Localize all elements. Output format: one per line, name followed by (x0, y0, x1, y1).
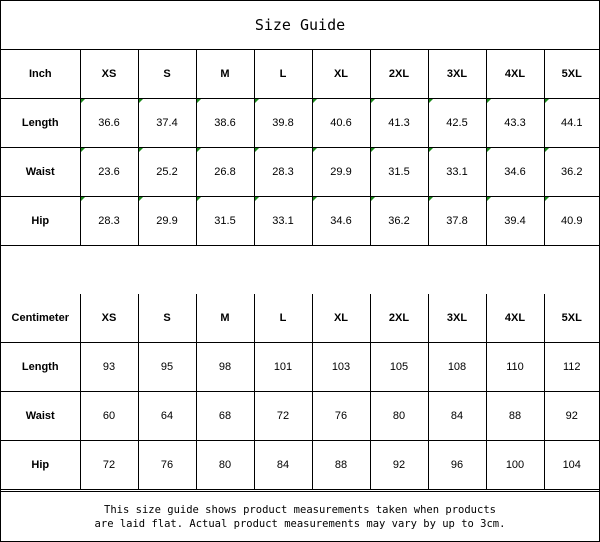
value-cell: 37.8 (428, 197, 486, 246)
inch-size-table (1, 50, 599, 246)
value-cell: 92 (370, 441, 428, 490)
size-header-cell: 4XL (486, 50, 544, 99)
header-row (1, 294, 599, 343)
size-header-cell: 3XL (428, 294, 486, 343)
size-header-cell: XL (312, 294, 370, 343)
value-cell: 26.8 (196, 148, 254, 197)
value-cell: 42.5 (428, 99, 486, 148)
header-row (1, 50, 599, 99)
table-row (1, 441, 599, 490)
value-cell: 39.8 (254, 99, 312, 148)
value-cell: 92 (544, 392, 599, 441)
value-cell: 96 (428, 441, 486, 490)
table-spacer (1, 246, 599, 294)
row-label-cell: Length (1, 99, 80, 148)
size-header-cell: 4XL (486, 294, 544, 343)
value-cell: 38.6 (196, 99, 254, 148)
value-cell: 84 (254, 441, 312, 490)
value-cell: 33.1 (254, 197, 312, 246)
value-cell: 108 (428, 343, 486, 392)
value-cell: 84 (428, 392, 486, 441)
value-cell: 60 (80, 392, 138, 441)
size-header-cell: M (196, 294, 254, 343)
page-title: Size Guide (1, 1, 599, 50)
value-cell: 98 (196, 343, 254, 392)
size-header-cell: 5XL (544, 294, 599, 343)
value-cell: 23.6 (80, 148, 138, 197)
table-row (1, 197, 599, 246)
value-cell: 37.4 (138, 99, 196, 148)
value-cell: 93 (80, 343, 138, 392)
unit-header-cell: Inch (1, 50, 80, 99)
note-line-1: This size guide shows product measurements taken when products (104, 503, 496, 516)
size-header-cell: S (138, 294, 196, 343)
centimeter-size-table (1, 294, 599, 490)
value-cell: 110 (486, 343, 544, 392)
value-cell: 40.6 (312, 99, 370, 148)
value-cell: 28.3 (80, 197, 138, 246)
value-cell: 34.6 (312, 197, 370, 246)
value-cell: 88 (312, 441, 370, 490)
size-header-cell: 2XL (370, 50, 428, 99)
table-row (1, 392, 599, 441)
size-header-cell: 2XL (370, 294, 428, 343)
table-row (1, 343, 599, 392)
value-cell: 39.4 (486, 197, 544, 246)
size-header-cell: XS (80, 294, 138, 343)
size-header-cell: S (138, 50, 196, 99)
value-cell: 112 (544, 343, 599, 392)
value-cell: 40.9 (544, 197, 599, 246)
value-cell: 76 (138, 441, 196, 490)
value-cell: 29.9 (138, 197, 196, 246)
value-cell: 100 (486, 441, 544, 490)
unit-header-cell: Centimeter (1, 294, 80, 343)
value-cell: 34.6 (486, 148, 544, 197)
size-header-cell: L (254, 294, 312, 343)
measurement-note (1, 491, 599, 541)
size-header-cell: M (196, 50, 254, 99)
size-header-cell: XS (80, 50, 138, 99)
value-cell: 72 (254, 392, 312, 441)
value-cell: 104 (544, 441, 599, 490)
value-cell: 95 (138, 343, 196, 392)
value-cell: 76 (312, 392, 370, 441)
table-row (1, 99, 599, 148)
value-cell: 28.3 (254, 148, 312, 197)
row-label-cell: Waist (1, 392, 80, 441)
value-cell: 68 (196, 392, 254, 441)
value-cell: 36.2 (370, 197, 428, 246)
size-header-cell: 5XL (544, 50, 599, 99)
value-cell: 41.3 (370, 99, 428, 148)
value-cell: 36.2 (544, 148, 599, 197)
value-cell: 105 (370, 343, 428, 392)
value-cell: 80 (370, 392, 428, 441)
value-cell: 31.5 (196, 197, 254, 246)
value-cell: 72 (80, 441, 138, 490)
value-cell: 80 (196, 441, 254, 490)
row-label-cell: Hip (1, 441, 80, 490)
value-cell: 43.3 (486, 99, 544, 148)
value-cell: 44.1 (544, 99, 599, 148)
value-cell: 31.5 (370, 148, 428, 197)
note-line-2: are laid flat. Actual product measurements may vary by up to 3cm. (94, 517, 506, 530)
table-row (1, 148, 599, 197)
value-cell: 36.6 (80, 99, 138, 148)
value-cell: 88 (486, 392, 544, 441)
value-cell: 29.9 (312, 148, 370, 197)
value-cell: 101 (254, 343, 312, 392)
size-header-cell: XL (312, 50, 370, 99)
size-header-cell: 3XL (428, 50, 486, 99)
row-label-cell: Waist (1, 148, 80, 197)
value-cell: 25.2 (138, 148, 196, 197)
size-header-cell: L (254, 50, 312, 99)
value-cell: 33.1 (428, 148, 486, 197)
value-cell: 64 (138, 392, 196, 441)
value-cell: 103 (312, 343, 370, 392)
row-label-cell: Hip (1, 197, 80, 246)
row-label-cell: Length (1, 343, 80, 392)
